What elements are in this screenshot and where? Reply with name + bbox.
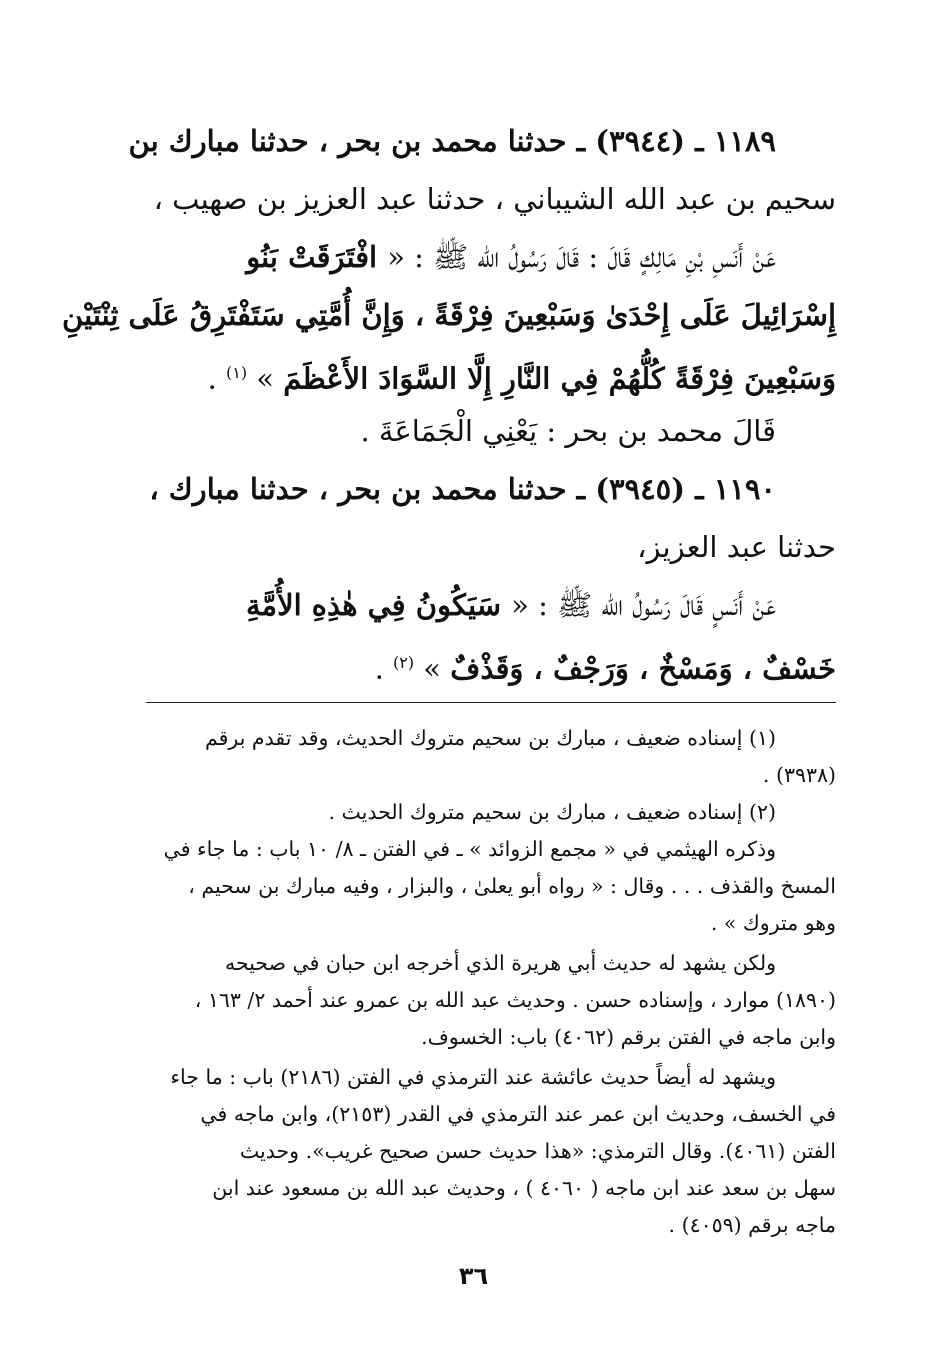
hadith-1189-line-6: قَالَ محمد بن بحر : يَعْنِي الْجَمَاعَةَ .	[360, 414, 776, 448]
footnote-line: في الخسف، وحديث ابن عمر عند الترمذي في القدر (٢١٥٣)، وابن ماجه في	[200, 1102, 836, 1126]
page-number: ٣٦	[458, 1262, 489, 1290]
footnote-line: (١٨٩٠) موارد ، وإسناده حسن . وحديث عبد الله بن عمرو عند أحمد ٢/ ١٦٣ ،	[194, 988, 836, 1012]
hadith-1190-line-2: حدثنا عبد العزيز،	[637, 530, 836, 564]
hadith-1190-line-4: خَسْفٌ ، وَمَسْخٌ ، وَرَجْفٌ ، وَقَذْفٌ » $^{(٢)}$ .	[374, 651, 836, 686]
hadith-1190-line-3: عَنْ أَنَسٍ قَالَ رَسُولُ الله ﷺ : « سَيَكُونُ فِي هٰذِهِ الأُمَّةِ	[246, 588, 776, 622]
hadith-1189-line-4: إِسْرَائِيلَ عَلَى إِحْدَىٰ وَسَبْعِينَ فِرْقَةً ، وَإِنَّ أُمَّتِي سَتَفْتَرِقُ عَلَى ثِنْتَيْنِ	[62, 298, 836, 332]
footnote-line: وهو متروك » .	[710, 911, 836, 935]
footnote-ref-1: (١)	[226, 363, 248, 382]
hadith-1189-line-2: سحيم بن عبد الله الشيباني ، حدثنا عبد العزيز بن صهيب ،	[153, 182, 836, 216]
hadith-1189-line-3: عَنْ أَنَسِ بْنِ مَالِكٍ قَالَ : قَالَ رَسُولُ الله ﷺ : « افْتَرَقَتْ بَنُو	[246, 240, 776, 274]
hadith-1189-line-1: ١١٨٩ ـ (٣٩٤٤) ـ حدثنا محمد بن بحر ، حدثنا مبارك بن	[128, 124, 776, 158]
footnote-ref-2: (٢)	[393, 653, 415, 672]
footnote-line: (١) إسناده ضعيف ، مبارك بن سحيم متروك الحديث، وقد تقدم برقم	[204, 726, 776, 750]
footnote-line: وذكره الهيثمي في « مجمع الزوائد » ـ في الفتن ـ ٨/ ١٠ باب : ما جاء في	[163, 837, 776, 861]
footnote-divider	[146, 702, 836, 703]
hadith-1190-line-1: ١١٩٠ ـ (٣٩٤٥) ـ حدثنا محمد بن بحر ، حدثنا مبارك ،	[149, 472, 776, 506]
footnote-line: وابن ماجه في الفتن برقم (٤٠٦٢) باب: الخسوف.	[421, 1025, 836, 1049]
footnote-line: المسخ والقذف . . . وقال : « رواه أبو يعلىٰ ، والبزار ، وفيه مبارك بن سحيم ،	[188, 874, 836, 898]
footnote-line: الفتن (٤٠٦١). وقال الترمذي: «هذا حديث حسن صحيح غريب». وحديث	[239, 1139, 836, 1163]
footnote-line: (٣٩٣٨) .	[762, 763, 836, 787]
footnote-line: ويشهد له أيضاً حديث عائشة عند الترمذي في الفتن (٢١٨٦) باب : ما جاء	[170, 1065, 776, 1089]
footnote-line: (٢) إسناده ضعيف ، مبارك بن سحيم متروك الحديث .	[328, 800, 776, 824]
hadith-1189-line-5: وَسَبْعِينَ فِرْقَةً كُلُّهُمْ فِي النَّارِ إِلَّا السَّوَادَ الأَعْظَمَ » $^{(١)}$ .	[207, 361, 836, 396]
footnote-line: سهل بن سعد عند ابن ماجه ( ٤٠٦٠ ) ، وحديث عبد الله بن مسعود عند ابن	[212, 1176, 836, 1200]
footnote-line: ولكن يشهد له حديث أبي هريرة الذي أخرجه ابن حبان في صحيحه	[224, 951, 776, 975]
footnote-line: ماجه برقم (٤٠٥٩) .	[668, 1213, 836, 1237]
